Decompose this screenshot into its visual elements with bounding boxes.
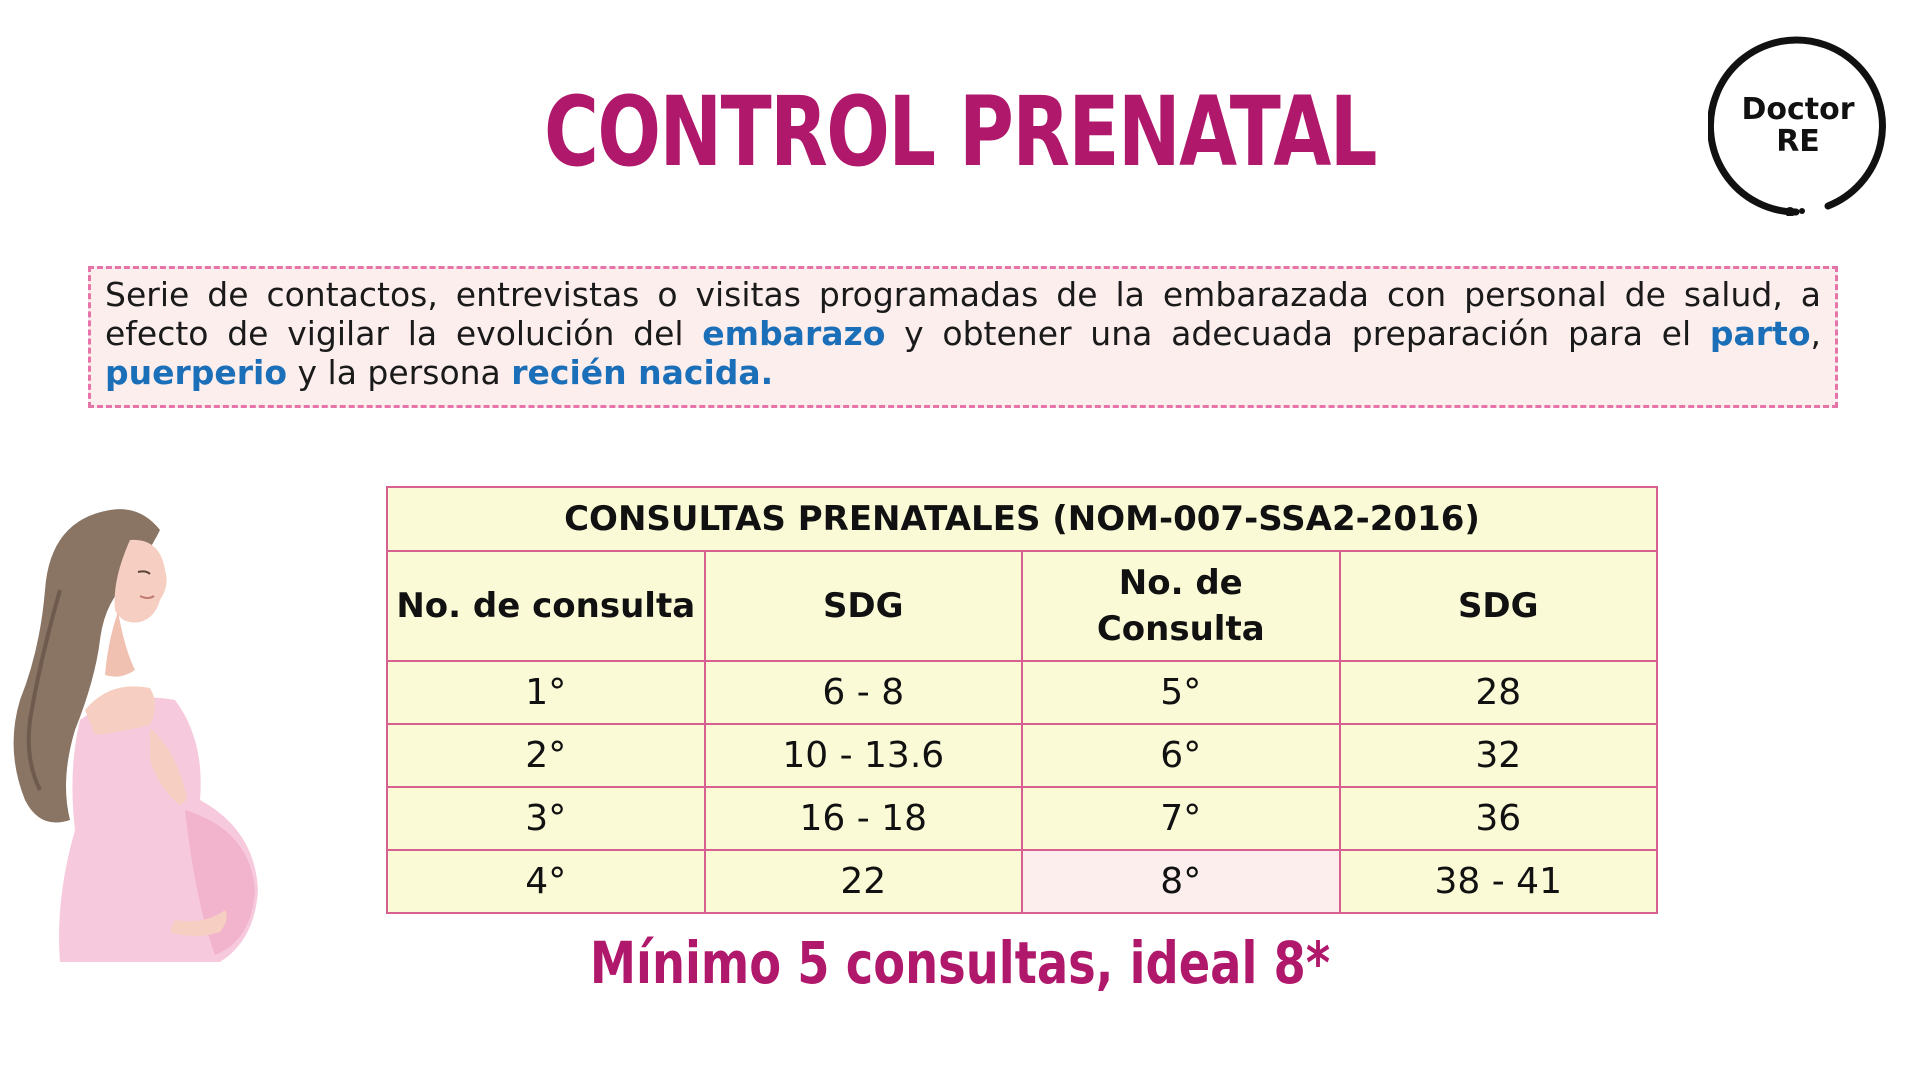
definition-highlight-recien-nacida: recién nacida. <box>511 353 774 392</box>
footer-note: Mínimo 5 consultas, ideal 8* <box>589 929 1331 997</box>
pregnant-woman-icon <box>0 500 280 970</box>
page-title: CONTROL PRENATAL <box>544 76 1376 188</box>
table-cell: 2° <box>387 724 705 787</box>
prenatal-consultations-table <box>386 486 1658 914</box>
table-caption: CONSULTAS PRENATALES (NOM-007-SSA2-2016) <box>387 487 1657 551</box>
table-cell: 6 - 8 <box>705 661 1023 724</box>
table-cell: 8° <box>1022 850 1340 913</box>
table-cell: 22 <box>705 850 1023 913</box>
table-row <box>387 850 1657 913</box>
logo-line-1: Doctor <box>1741 92 1855 127</box>
definition-highlight-embarazo: embarazo <box>702 314 886 353</box>
table-cell: 7° <box>1022 787 1340 850</box>
table-cell: 1° <box>387 661 705 724</box>
table-row <box>387 724 1657 787</box>
header-sdg: SDG <box>705 551 1023 661</box>
definition-text-3: , <box>1810 314 1821 353</box>
definition-text-2: y obtener una adecuada preparación para el <box>885 314 1710 353</box>
definition-highlight-parto: parto <box>1709 314 1811 353</box>
table-cell: 32 <box>1340 724 1658 787</box>
table-row <box>387 787 1657 850</box>
definition-text-4: y la persona <box>287 353 512 392</box>
definition-text-1: Serie de contactos, entrevistas o visitas programadas de la embarazada con personal de salud, a efecto de vigilar la evolución del <box>105 275 1821 353</box>
table-cell: 36 <box>1340 787 1658 850</box>
table-cell: 4° <box>387 850 705 913</box>
table-cell: 28 <box>1340 661 1658 724</box>
doctor-re-logo <box>1708 36 1888 216</box>
header-sdg-2: SDG <box>1340 551 1658 661</box>
table-cell: 16 - 18 <box>705 787 1023 850</box>
header-no-consulta-2: No. de Consulta <box>1022 551 1340 661</box>
definition-box <box>88 266 1838 408</box>
table-cell: 3° <box>387 787 705 850</box>
logo-line-2: RE <box>1776 124 1820 159</box>
header-no-consulta: No. de consulta <box>387 551 705 661</box>
table-cell: 10 - 13.6 <box>705 724 1023 787</box>
table-cell: 38 - 41 <box>1340 850 1658 913</box>
table-row <box>387 661 1657 724</box>
logo-text <box>1708 94 1888 158</box>
table-header-row <box>387 551 1657 661</box>
table-cell: 6° <box>1022 724 1340 787</box>
pregnant-woman-illustration <box>0 500 280 970</box>
table-cell: 5° <box>1022 661 1340 724</box>
definition-highlight-puerperio: puerperio <box>105 353 288 392</box>
